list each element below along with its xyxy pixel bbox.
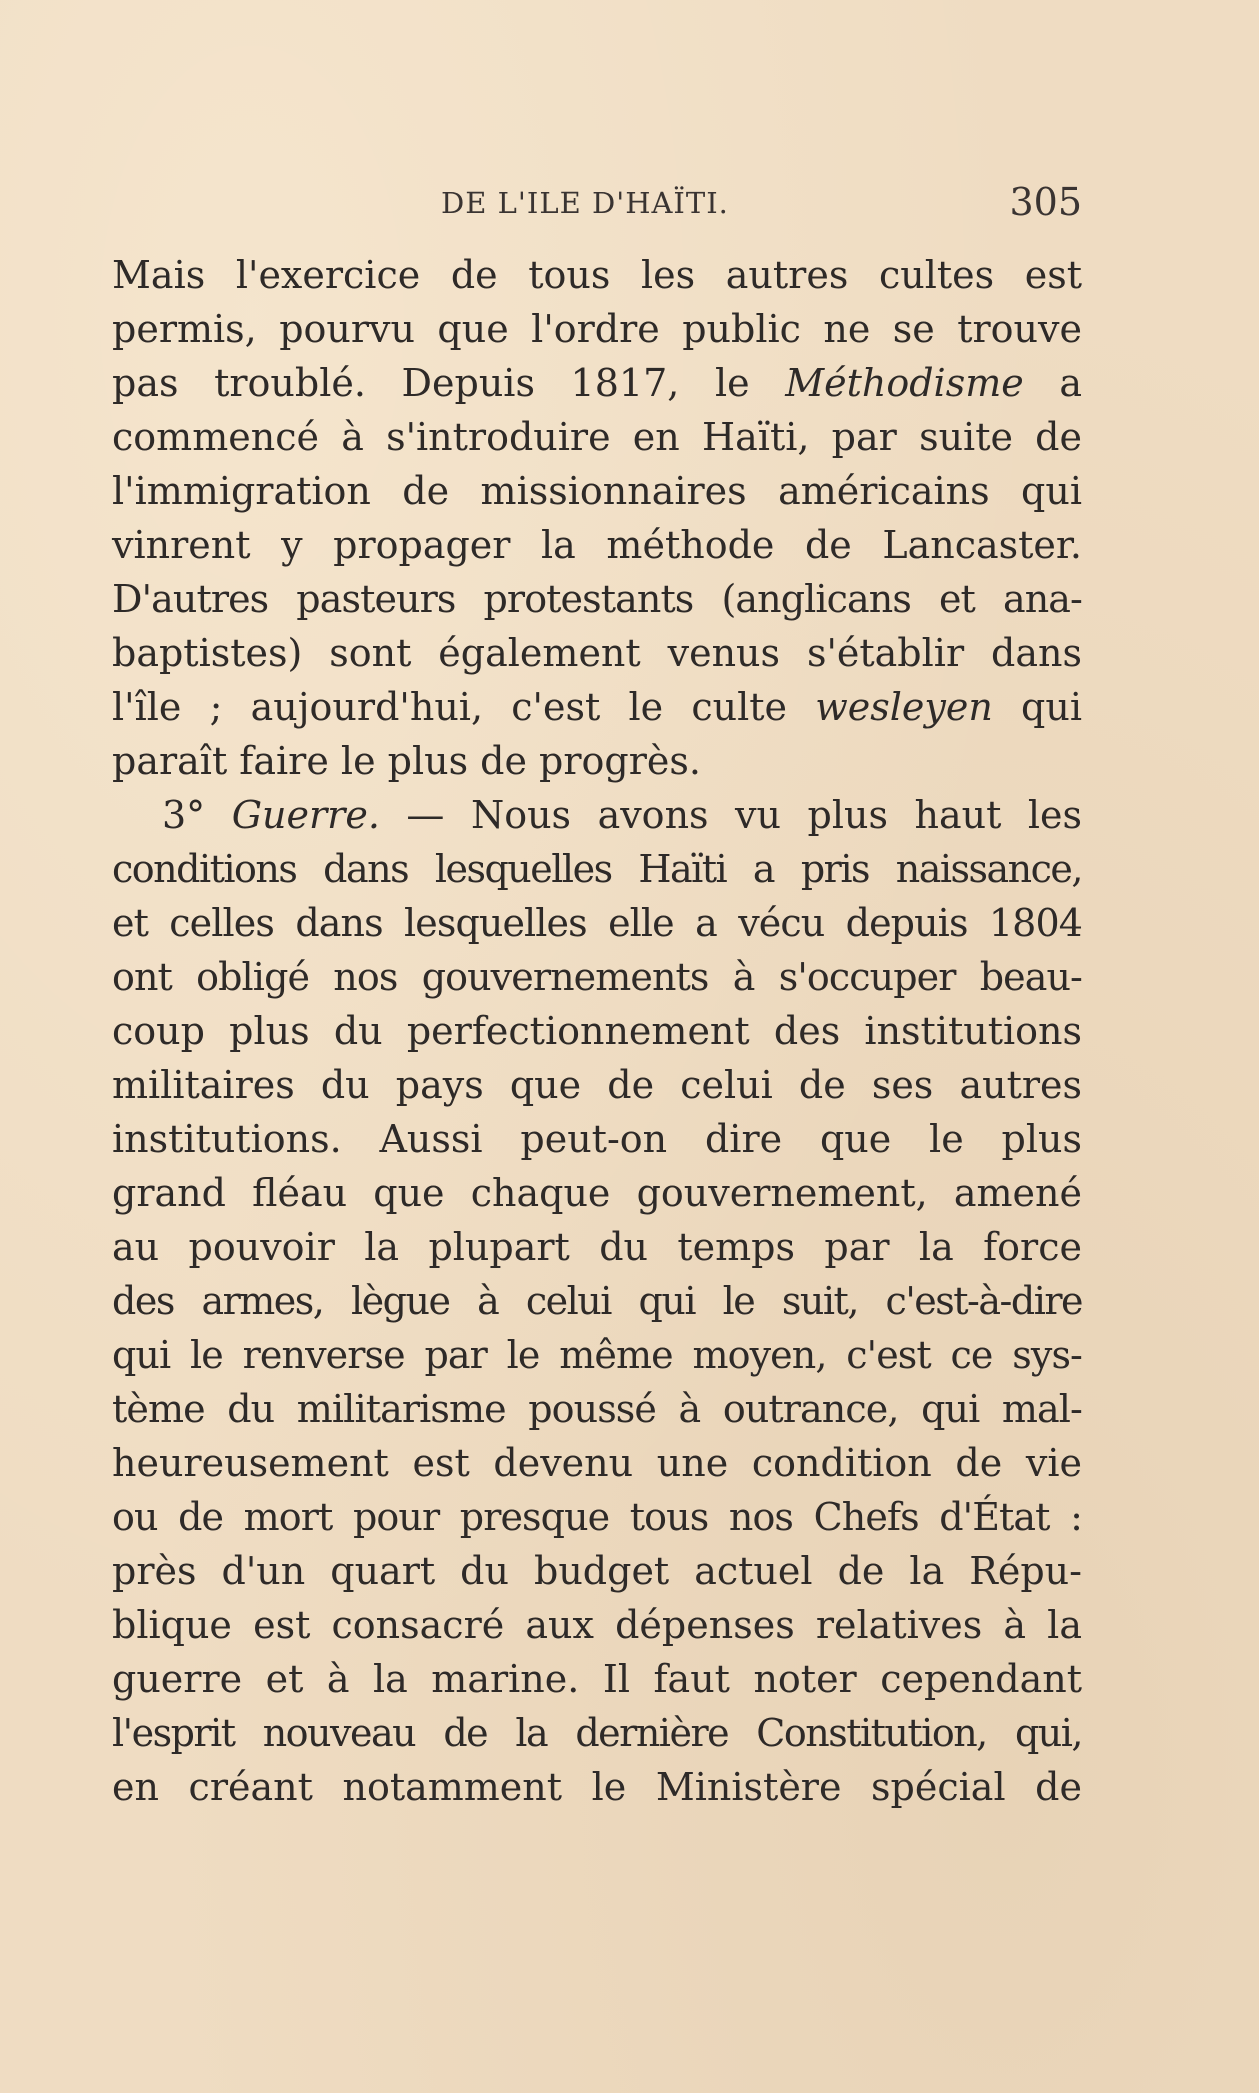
text-line: D'autres pasteurs protestants (anglicans et ana-	[112, 577, 1082, 621]
text-line: l'esprit nouveau de la dernière Constitution, qui,	[112, 1711, 1082, 1755]
text-line: en créant notamment le Ministère spécial de	[112, 1765, 1082, 1809]
text-line: institutions. Aussi peut-on dire que le plus	[112, 1117, 1082, 1161]
text-line: ou de mort pour presque tous nos Chefs d'État :	[112, 1495, 1082, 1539]
text-run: a	[1023, 361, 1082, 405]
text-line: ont obligé nos gouvernements à s'occuper beau-	[112, 955, 1082, 999]
running-head: DE L'ILE D'HAÏTI.	[441, 186, 729, 220]
text-line: des armes, lègue à celui qui le suit, c'est-à-dire	[112, 1279, 1082, 1323]
text-line: blique est consacré aux dépenses relatives à la	[112, 1603, 1082, 1647]
section-number: 3°	[162, 793, 232, 837]
text-run: — Nous avons vu plus haut les	[379, 793, 1082, 837]
text-line: heureusement est devenu une condition de vie	[112, 1441, 1082, 1485]
text-line: baptistes) sont également venus s'établir dans	[112, 631, 1082, 675]
text-line: guerre et à la marine. Il faut noter cependant	[112, 1657, 1082, 1701]
text-line: commencé à s'introduire en Haïti, par suite de	[112, 415, 1082, 459]
italic-term: wesleyen	[815, 685, 993, 729]
section-heading-line	[112, 788, 1082, 842]
section-title: Guerre.	[231, 793, 380, 837]
text-line	[112, 680, 1082, 734]
text-line: permis, pourvu que l'ordre public ne se trouve	[112, 307, 1082, 351]
text-line: vinrent y propager la méthode de Lancaster.	[112, 523, 1082, 567]
text-line	[112, 356, 1082, 410]
page-number: 305	[1009, 180, 1082, 224]
text-line: l'immigration de missionnaires américains qui	[112, 469, 1082, 513]
text-run: pas troublé. Depuis 1817, le	[112, 361, 786, 405]
text-line: Mais l'exercice de tous les autres cultes est	[112, 253, 1082, 297]
text-line: et celles dans lesquelles elle a vécu depuis 1804	[112, 901, 1082, 945]
body-text	[112, 248, 1082, 1814]
text-line: qui le renverse par le même moyen, c'est ce sys-	[112, 1333, 1082, 1377]
text-line: conditions dans lesquelles Haïti a pris naissance,	[112, 847, 1082, 891]
text-line: au pouvoir la plupart du temps par la force	[112, 1225, 1082, 1269]
text-run: qui	[992, 685, 1083, 729]
text-line: militaires du pays que de celui de ses autres	[112, 1063, 1082, 1107]
italic-term: Méthodisme	[785, 361, 1024, 405]
text-line: paraît faire le plus de progrès.	[112, 739, 701, 783]
text-line: tème du militarisme poussé à outrance, qui mal-	[112, 1387, 1082, 1431]
text-line: grand fléau que chaque gouvernement, amené	[112, 1171, 1082, 1215]
text-line: coup plus du perfectionnement des institutions	[112, 1009, 1082, 1053]
text-line: près d'un quart du budget actuel de la Répu-	[112, 1549, 1082, 1593]
text-run: l'île ; aujourd'hui, c'est le culte	[112, 685, 816, 729]
